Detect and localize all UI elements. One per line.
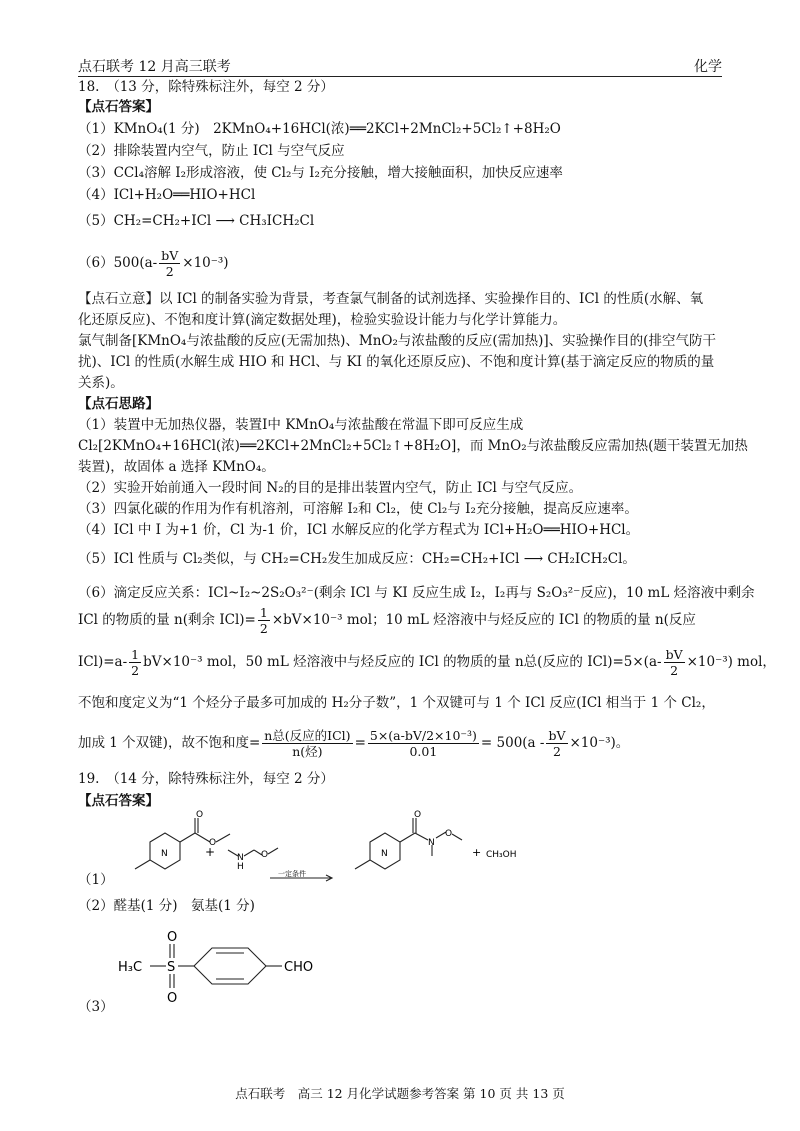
header-left: 点石联考 12 月高三联考 xyxy=(78,59,231,75)
header-right: 化学 xyxy=(694,59,722,75)
svg-text:O: O xyxy=(445,829,453,839)
page-header xyxy=(78,54,722,77)
q18-i1b: Cl₂[2KMnO₄+16HCl(浓)══2KCl+2MnCl₂+5Cl₂↑+8H₂O]，而 MnO₂与浓盐酸反应需加热(题干装置无加热 xyxy=(78,438,748,454)
q18-a1: （1）KMnO₄(1 分) 2KMnO₄+16HCl(浓)══2KCl+2MnCl₂+5Cl₂↑+8H₂O xyxy=(78,121,561,137)
q19-a3-label: （3） xyxy=(78,999,114,1015)
q18-title: 18. （13 分，除特殊标注外，每空 2 分） xyxy=(78,79,334,95)
plus-sign: + xyxy=(472,846,482,859)
q18-i2: （2）实验开始前通入一段时间 N₂的目的是排出装置内空气，防止 ICl 与空气反应。 xyxy=(78,480,583,496)
cho-label: CHO xyxy=(284,960,314,975)
q19-title: 19. （14 分，除特殊标注外，每空 2 分） xyxy=(78,771,334,787)
n-label: N xyxy=(237,853,244,863)
fraction: $\frac{\text{n总(反应的ICl)}}{\text{n(烃)}}$ xyxy=(264,728,351,759)
fraction: $\frac{1}{2}$ xyxy=(259,605,268,636)
q18-i6e: 加成 1 个双键)，故不饱和度= $\frac{\text{n总(反应的ICl)}}{\text{n(烃)}}$ = $\frac{\text{5×(a-bV/2×10⁻³)}}{0.01}$ = 500(a - $\frac{bV}{2}$ ×10⁻³)。 xyxy=(78,728,630,759)
fraction: $\frac{1}{2}$ xyxy=(131,647,140,678)
q18-answer-head: 【点石答案】 xyxy=(78,99,159,115)
svg-text:O: O xyxy=(209,838,217,848)
q18-i4: （4）ICl 中 I 为+1 价，Cl 为-1 价，ICl 水解反应的化学方程式为 ICl+H₂O══HIO+HCl。 xyxy=(78,522,640,538)
s-label: S xyxy=(167,960,176,975)
page-footer: 点石联考 高三 12 月化学试题参考答案 第 10 页 共 13 页 xyxy=(235,1086,565,1101)
q19-a1-label: （1） xyxy=(78,872,114,888)
condition-label: 一定条件 xyxy=(278,870,306,878)
fraction: $\frac{bV}{2}$ xyxy=(548,728,566,759)
q18-intent-5: 关系)。 xyxy=(78,375,124,391)
reaction-scheme xyxy=(120,812,680,892)
q18-i3: （3）四氯化碳的作用为作有机溶剂，可溶解 I₂和 Cl₂，使 Cl₂与 I₂充分接触，提高反应速率。 xyxy=(78,501,638,517)
q18-intent-3: 氯气制备[KMnO₄与浓盐酸的反应(无需加热)、MnO₂与浓盐酸的反应(需加热)]、实验操作目的(排空气防干 xyxy=(78,333,716,349)
q18-idea-head: 【点石思路】 xyxy=(78,396,159,412)
n-label: N xyxy=(161,849,168,859)
o-label: O xyxy=(167,991,178,1006)
plus-sign: + xyxy=(205,845,216,859)
q18-i6b: ICl 的物质的量 n(剩余 ICl)= $\frac{1}{2}$ ×bV×10⁻³ mol；10 mL 烃溶液中与烃反应的 ICl 的物质的量 n(反应 xyxy=(78,605,696,636)
q18-a2: （2）排除装置内空气，防止 ICl 与空气反应 xyxy=(78,143,345,159)
h-label: H xyxy=(237,862,244,872)
q18-intent-1: 【点石立意】以 ICl 的制备实验为背景，考查氯气制备的试剂选择、实验操作目的、ICl 的性质(水解、氧 xyxy=(78,291,704,307)
q18-i1c: 装置)，故固体 a 选择 KMnO₄。 xyxy=(78,459,275,475)
q18-i5: （5）ICl 性质与 Cl₂类似，与 CH₂=CH₂发生加成反应：CH₂=CH₂+ICl ⟶ CH₂ICH₂Cl。 xyxy=(78,551,636,567)
q18-intent-2: 化还原反应)、不饱和度计算(滴定数据处理)，检验实验设计能力与化学计算能力。 xyxy=(78,312,567,328)
q19-answer-head: 【点石答案】 xyxy=(78,793,159,809)
q18-i6d: 不饱和度定义为“1 个烃分子最多可加成的 H₂分子数”，1 个双键可与 1 个 ICl 反应(ICl 相当于 1 个 Cl₂， xyxy=(78,695,715,711)
methanol-label: CH₃OH xyxy=(486,850,517,860)
fraction: $\frac{bV}{2}$ xyxy=(665,647,683,678)
fraction: $\frac{\text{5×(a-bV/2×10⁻³)}}{0.01}$ xyxy=(369,728,477,759)
sulfonyl-benzaldehyde-structure xyxy=(118,928,338,1008)
fraction: $\frac{bV}{2}$ xyxy=(161,248,179,279)
q18-intent-4: 扰)、ICl 的性质(水解生成 HIO 和 HCl、与 KI 的氧化还原反应)、不饱和度计算(基于滴定反应的物质的量 xyxy=(78,354,715,370)
svg-text:N: N xyxy=(428,838,435,848)
h3c-label: H₃C xyxy=(118,960,143,975)
q19-a2: （2）醛基(1 分) 氨基(1 分) xyxy=(78,898,255,914)
o-label: O xyxy=(167,930,178,945)
svg-text:O: O xyxy=(414,810,422,820)
o-label: O xyxy=(196,810,204,820)
q18-i6a: （6）滴定反应关系：ICl~I₂~2S₂O₃²⁻(剩余 ICl 与 KI 反应生成 I₂，I₂再与 S₂O₃²⁻反应)，10 mL 烃溶液中剩余 xyxy=(78,585,755,601)
q18-a6: （6）500(a- $\frac{bV}{2}$ ×10⁻³) xyxy=(78,248,229,279)
q18-a3: （3）CCl₄溶解 I₂形成溶液，使 Cl₂与 I₂充分接触，增大接触面积，加快反应速率 xyxy=(78,165,563,181)
svg-text:O: O xyxy=(261,850,269,860)
q18-a5: （5）CH₂=CH₂+ICl ⟶ CH₃ICH₂Cl xyxy=(78,213,315,229)
q18-i1a: （1）装置中无加热仪器，装置Ⅰ中 KMnO₄与浓盐酸在常温下即可反应生成 xyxy=(78,417,524,433)
svg-text:N: N xyxy=(381,849,388,859)
q18-i6c: ICl)=a- $\frac{1}{2}$ bV×10⁻³ mol，50 mL 烃溶液中与烃反应的 ICl 的物质的量 n总(反应的 ICl)=5×(a- $\frac{bV}{2}$ ×10⁻³) mol， xyxy=(78,647,776,678)
q18-a4: （4）ICl+H₂O══HIO+HCl xyxy=(78,187,256,203)
